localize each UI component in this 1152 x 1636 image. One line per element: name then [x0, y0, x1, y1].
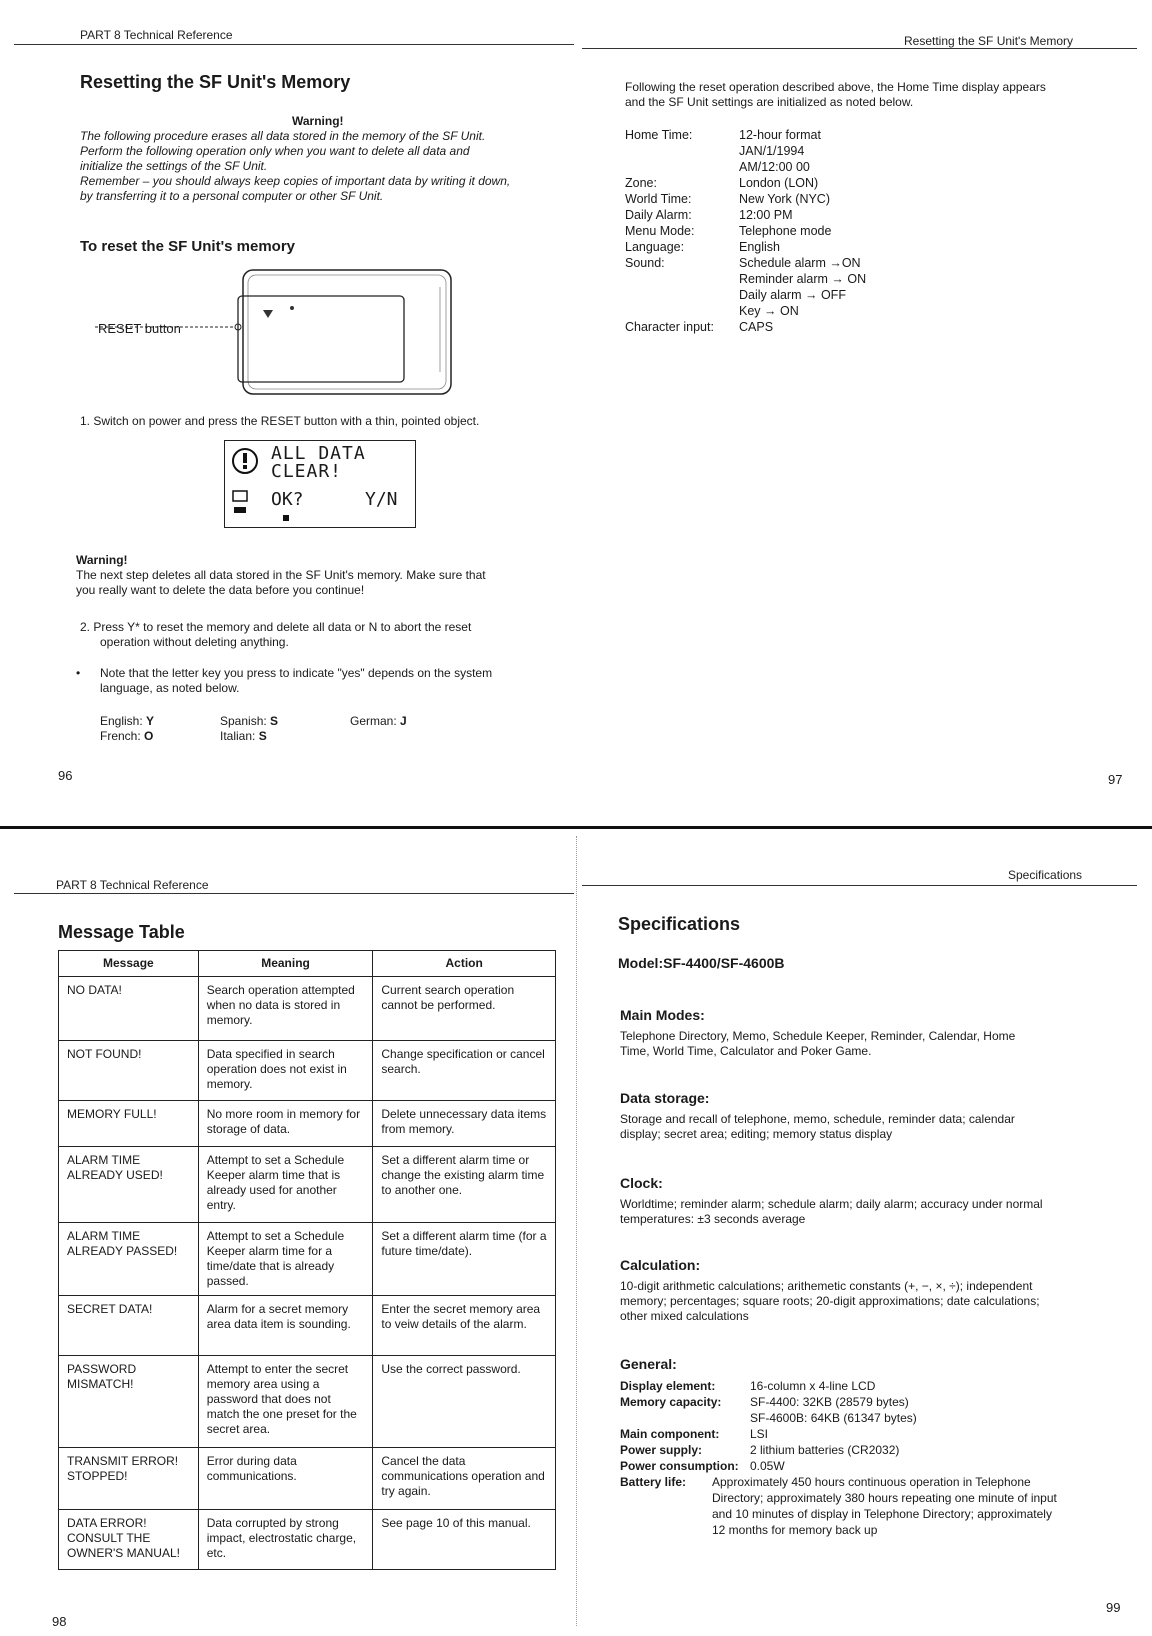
page98-title: Message Table [58, 922, 185, 942]
message-cell: ALARM TIME ALREADY PASSED! [59, 1223, 199, 1296]
page98-header-rule [14, 893, 574, 894]
page99-title: Specifications [618, 914, 741, 934]
page99-number: 99 [1106, 1600, 1121, 1615]
message-table-header [59, 951, 556, 977]
meaning-cell: No more room in memory for storage of data. [198, 1101, 373, 1147]
message-cell: NOT FOUND! [59, 1041, 199, 1101]
message-table [58, 950, 556, 1570]
lang-french: French: O [100, 729, 154, 743]
page97-number: 97 [1108, 772, 1123, 787]
spread-divider [0, 826, 1152, 829]
page97-header-rule [582, 48, 1137, 49]
spec-data-storage-heading: Data storage: [620, 1090, 710, 1106]
reset-button-label: RESET button [98, 321, 181, 336]
message-cell: NO DATA! [59, 977, 199, 1041]
spec-calculation-heading: Calculation: [620, 1257, 701, 1273]
table-row [59, 1356, 556, 1448]
action-cell: Cancel the data communications operation and try again. [373, 1448, 556, 1510]
message-cell: PASSWORD MISMATCH! [59, 1356, 199, 1448]
page99-header: Specifications [1008, 868, 1083, 882]
lcd-line-2: CLEAR! [271, 461, 343, 482]
note-bullet: • [76, 666, 81, 680]
page96-number: 96 [58, 768, 73, 783]
col-header-message: Message [59, 951, 199, 977]
table-row [59, 1223, 556, 1296]
note-text: Note that the letter key you press to indicate "yes" depends on the system language, as noted below. [100, 666, 493, 695]
page96-header-rule [14, 44, 574, 45]
setting-menu-mode: Menu Mode: Telephone mode [625, 224, 832, 238]
meaning-cell: Alarm for a secret memory area data item is sounding. [198, 1296, 373, 1356]
meaning-cell: Error during data communications. [198, 1448, 373, 1510]
page99-header-rule [582, 885, 1137, 886]
table-row [59, 1041, 556, 1101]
action-cell: Change specification or cancel search. [373, 1041, 556, 1101]
reset-intro: Following the reset operation described above, the Home Time display appears and the SF Unit settings are initialized as noted below. [625, 80, 1046, 109]
spec-general-heading: General: [620, 1356, 677, 1372]
message-cell: DATA ERROR! CONSULT THE OWNER'S MANUAL! [59, 1510, 199, 1570]
setting-world-time: World Time: New York (NYC) [625, 192, 830, 206]
action-cell: Set a different alarm time (for a future time/date). [373, 1223, 556, 1296]
meaning-cell: Data specified in search operation does not exist in memory. [198, 1041, 373, 1101]
lcd-line-1: ALL DATA [271, 443, 366, 464]
warning-title: Warning! [292, 114, 344, 128]
spec-calculation-text: 10-digit arithmetic calculations; arithemetic constants (+, −, ×, ÷); independent memory; percentages; square roots; 20-digit approximations; date calculations; other mixed calculations [620, 1279, 1040, 1323]
page96-header: PART 8 Technical Reference [80, 28, 233, 42]
spec-battery-life: Battery life: Approximately 450 hours continuous operation in Telephone Directory; approximately 380 hours repeating one minute of input and 10 minutes of display in Telephone Directory; approximately 12 months for memory back up [620, 1475, 1057, 1537]
spec-general-list: Display element: 16-column x 4-line LCD Memory capacity: SF-4400: 32KB (28579 bytes) SF-4600B: 64KB (61347 bytes) Main component: LSI Power supply: 2 lithium batteries (CR2032) Power consumption: 0.05W Battery life: Approximately 450 hours continuous operation in Telephone Directory; approximately 380 hours repeating one minute of input and 10 minutes of display in Telephone Directory; approximately 12 months for memory back up [620, 1378, 1130, 1538]
lang-spanish: Spanish: S [220, 714, 279, 728]
setting-character-input: Character input: CAPS [625, 320, 774, 334]
col-header-action: Action [373, 951, 556, 977]
message-cell: TRANSMIT ERROR! STOPPED! [59, 1448, 199, 1510]
warning2-text: The next step deletes all data stored in the SF Unit's memory. Make sure that you really want to delete the data before you continue! [76, 568, 486, 597]
meaning-cell: Search operation attempted when no data is stored in memory. [198, 977, 373, 1041]
spec-main-modes-text: Telephone Directory, Memo, Schedule Keeper, Reminder, Calendar, Home Time, World Time, Calculator and Poker Game. [620, 1029, 1016, 1058]
message-cell: ALARM TIME ALREADY USED! [59, 1147, 199, 1223]
page97-header: Resetting the SF Unit's Memory [904, 34, 1074, 48]
action-cell: Delete unnecessary data items from memory. [373, 1101, 556, 1147]
action-cell: Enter the secret memory area to veiw details of the alarm. [373, 1296, 556, 1356]
table-row [59, 1147, 556, 1223]
model-name: Model:SF-4400/SF-4600B [618, 955, 785, 971]
meaning-cell: Data corrupted by strong impact, electrostatic charge, etc. [198, 1510, 373, 1570]
gutter-line-bottom [576, 836, 578, 1626]
lcd-yn: Y/N [365, 489, 398, 510]
page98-header: PART 8 Technical Reference [56, 878, 209, 892]
spec-clock-text: Worldtime; reminder alarm; schedule alarm; daily alarm; accuracy under normal temperatures: ±3 seconds average [620, 1197, 1043, 1226]
setting-language: Language: English [625, 240, 780, 254]
spec-data-storage-text: Storage and recall of telephone, memo, schedule, reminder data; calendar display; secret area; editing; memory status display [620, 1112, 1015, 1141]
spec-clock-heading: Clock: [620, 1175, 663, 1191]
setting-daily-alarm: Daily Alarm: 12:00 PM [625, 208, 793, 222]
meaning-cell: Attempt to set a Schedule Keeper alarm time for a time/date that is already passed. [198, 1223, 373, 1296]
step-2: 2. Press Y* to reset the memory and delete all data or N to abort the reset operation without deleting anything. [80, 620, 472, 649]
setting-home-time: Home Time: 12-hour format JAN/1/1994 AM/12:00 00 [625, 128, 821, 174]
table-row [59, 1296, 556, 1356]
lang-italian: Italian: S [220, 729, 267, 743]
spec-main-modes-heading: Main Modes: [620, 1007, 705, 1023]
message-cell: MEMORY FULL! [59, 1101, 199, 1147]
warning-text: The following procedure erases all data stored in the memory of the SF Unit. Perform the following operation only when you want to delete all data and initialize the settings of the SF Unit. Remember – you should always keep copies of important data by writing it down, by transferring it to a personal computer or other SF Unit. [80, 129, 511, 203]
setting-zone: Zone: London (LON) [625, 176, 819, 190]
reset-subheading: To reset the SF Unit's memory [80, 238, 296, 255]
lcd-line-3: OK? [271, 489, 304, 510]
reset-settings [625, 127, 925, 335]
meaning-cell: Attempt to enter the secret memory area using a password that does not match the one preset for the secret area. [198, 1356, 373, 1448]
table-row [59, 1510, 556, 1570]
table-row [59, 1448, 556, 1510]
action-cell: Set a different alarm time or change the existing alarm time to another one. [373, 1147, 556, 1223]
table-row [59, 977, 556, 1041]
lcd-display [224, 440, 416, 528]
action-cell: See page 10 of this manual. [373, 1510, 556, 1570]
col-header-meaning: Meaning [198, 951, 373, 977]
action-cell: Current search operation cannot be performed. [373, 977, 556, 1041]
page96-title: Resetting the SF Unit's Memory [80, 72, 351, 92]
message-cell: SECRET DATA! [59, 1296, 199, 1356]
page98-number: 98 [52, 1614, 67, 1629]
lang-english: English: Y [100, 714, 155, 728]
step-1: 1. Switch on power and press the RESET button with a thin, pointed object. [80, 414, 480, 428]
lcd-indicator [283, 515, 289, 521]
setting-sound: Sound: Schedule alarm →ON Reminder alarm → ON Daily alarm → OFF Key → ON [625, 256, 867, 318]
table-row [59, 1101, 556, 1147]
action-cell: Use the correct password. [373, 1356, 556, 1448]
lang-german: German: J [350, 714, 407, 728]
warning-icon [231, 447, 259, 517]
warning2-title: Warning! [76, 553, 128, 567]
meaning-cell: Attempt to set a Schedule Keeper alarm time that is already used for another entry. [198, 1147, 373, 1223]
